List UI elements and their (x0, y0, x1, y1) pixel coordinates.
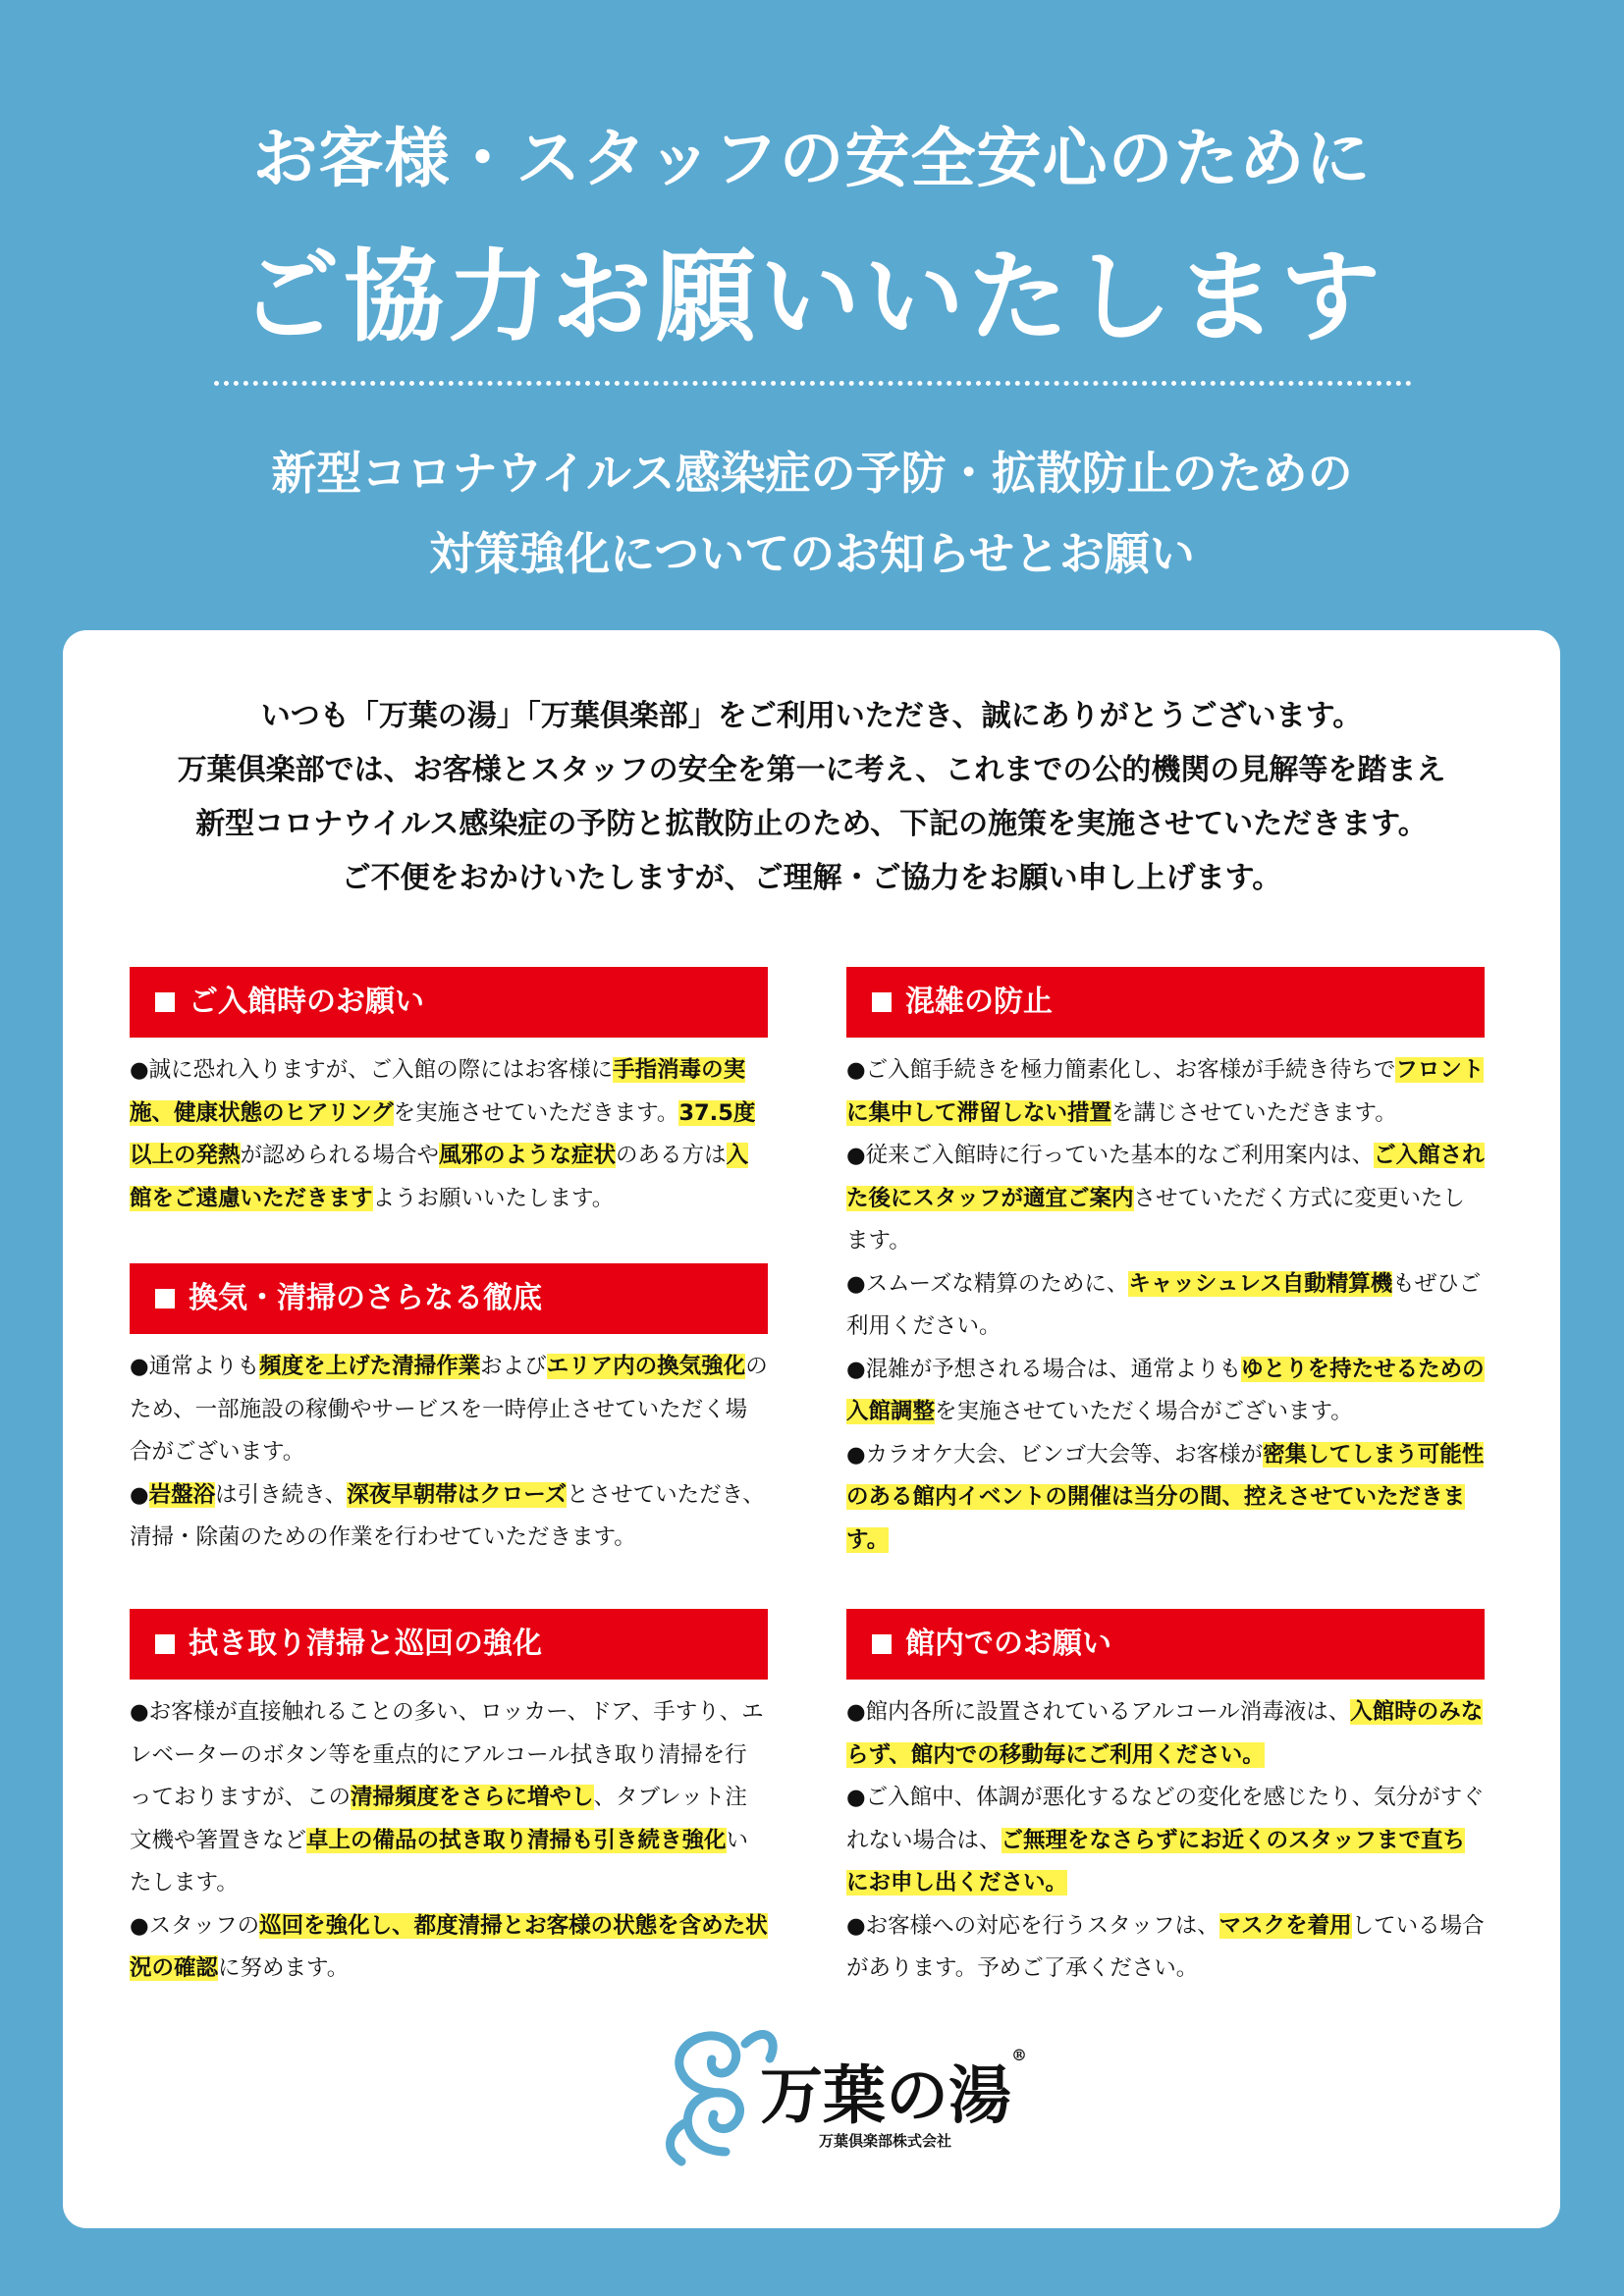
body-text: は引き続き、 (215, 1481, 348, 1508)
body-text: ●スムーズな精算のために、 (846, 1270, 1129, 1297)
section-entry (130, 967, 768, 1263)
section-wiping (130, 1609, 768, 1991)
highlighted-text: ご入館された後にスタッフが適宜ご案内 (846, 1143, 1485, 1211)
section-ventilation (130, 1263, 768, 1609)
highlighted-text: 風邪のような症状 (439, 1143, 617, 1168)
highlighted-text: 入館をご遠慮いただきます (130, 1143, 749, 1211)
logo-name-text: 万葉の湯 (760, 2059, 1011, 2133)
body-text: ●ご入館手続きを極力簡素化し、お客様が手続き待ちで (846, 1057, 1396, 1083)
left-column (130, 967, 768, 1991)
highlighted-text: ご無理をなさらずにお近くのスタッフまで直ちにお申し出ください。 (846, 1827, 1466, 1896)
notice-card (63, 630, 1560, 2228)
bullet-paragraph (846, 1135, 1485, 1263)
section-body (846, 1038, 1485, 1562)
header-line1: お客様・スタッフの安全安心のために (252, 121, 1372, 196)
section-header (846, 1609, 1485, 1680)
intro-text (63, 689, 1560, 905)
highlighted-text: エリア内の換気強化 (546, 1354, 746, 1379)
body-text: ようお願いいたします。 (372, 1185, 615, 1211)
section-body (130, 1680, 768, 1991)
body-text: を実施させていただきます。 (393, 1099, 679, 1126)
subtitle-line1: 新型コロナウイルス感染症の予防・拡散防止のための (271, 447, 1353, 500)
section-body (130, 1038, 768, 1220)
section-title: 拭き取り清掃と巡回の強化 (189, 1627, 542, 1661)
section-congestion (846, 967, 1485, 1609)
body-text: ●ご入館中、体調が悪化するなどの変化を感じたり、気分がすぐれない場合は、 (846, 1785, 1485, 1853)
body-text: ●お客様が直接触れることの多い、ロッカー、ドア、手すり、エレベーターのボタン等を重点的にアルコール拭き取り清掃を行っておりますが、この (130, 1699, 764, 1810)
logo-company: 万葉倶楽部株式会社 (819, 2132, 952, 2150)
body-text: ●スタッフの (130, 1912, 260, 1939)
highlighted-text: フロントに集中して滞留しない措置 (846, 1057, 1485, 1126)
highlighted-text: 37.5度以上の発熱 (130, 1099, 756, 1168)
body-text: ● (130, 1481, 149, 1508)
body-text: とさせていただき、清掃・除菌のための作業を行わせていただきます。 (130, 1481, 765, 1550)
highlighted-text: キャッシュレス自動精算機 (1128, 1270, 1393, 1297)
body-text: ●カラオケ大会、ビンゴ大会等、お客様が (846, 1441, 1264, 1468)
dotted-divider (214, 381, 1412, 386)
logo-name (760, 2046, 1027, 2136)
bullet-paragraph (846, 1905, 1485, 1991)
square-icon (872, 992, 892, 1012)
body-text: に努めます。 (218, 1955, 350, 1981)
brand-logo (657, 2004, 1027, 2171)
section-title: 換気・清掃のさらなる徹底 (189, 1281, 542, 1315)
body-text: ●通常よりも (130, 1354, 260, 1379)
highlighted-text: 清掃頻度をさらに増やし (351, 1785, 594, 1810)
body-text: のある方は (616, 1143, 727, 1168)
section-header (130, 967, 768, 1038)
body-text: ●従来ご入館時に行っていた基本的なご利用案内は、 (846, 1143, 1375, 1168)
square-icon (155, 1634, 175, 1654)
intro-line: 新型コロナウイルス感染症の予防と拡散防止のため、下記の施策を実施させていただきます。 (195, 807, 1428, 841)
section-inside (846, 1609, 1485, 1991)
highlighted-text: 頻度を上げた清掃作業 (259, 1354, 481, 1379)
intro-line: ご不便をおかけいたしますが、ご理解・ご協力をお願い申し上げます。 (341, 861, 1282, 895)
section-title: 混雑の防止 (905, 985, 1053, 1019)
body-text: いたします。 (130, 1827, 749, 1896)
body-text: を講じさせていただきます。 (1111, 1099, 1397, 1126)
intro-line: いつも「万葉の湯」「万葉倶楽部」をご利用いただき、誠にありがとうございます。 (260, 699, 1363, 733)
section-title: 館内でのお願い (905, 1627, 1111, 1661)
highlighted-text: 卓上の備品の拭き取り清掃も引き続き強化 (306, 1827, 727, 1853)
square-icon (155, 992, 175, 1012)
body-text: のため、一部施設の稼働やサービスを一時停止させていただく場合がございます。 (130, 1354, 768, 1465)
bullet-paragraph (130, 1474, 768, 1560)
highlighted-text: 岩盤浴 (148, 1481, 216, 1508)
highlighted-text: ゆとりを持たせるための入館調整 (846, 1356, 1485, 1424)
body-text: している場合があります。予めご了承ください。 (846, 1912, 1485, 1981)
square-icon (155, 1289, 175, 1308)
bullet-paragraph (846, 1263, 1485, 1349)
body-text: もぜひご利用ください。 (846, 1270, 1482, 1339)
bullet-paragraph (846, 1434, 1485, 1563)
registered-mark: ® (1011, 2046, 1027, 2064)
section-title: ご入館時のお願い (189, 985, 424, 1019)
bullet-paragraph (130, 1691, 768, 1905)
body-text: 、タブレット注文機や箸置きなど (130, 1785, 747, 1853)
right-column (846, 967, 1485, 1991)
intro-line: 万葉倶楽部では、お客様とスタッフの安全を第一に考え、これまでの公的機関の見解等を踏まえ (177, 753, 1446, 787)
section-body (130, 1334, 768, 1560)
section-header (130, 1609, 768, 1680)
highlighted-text: 密集してしまう可能性のある館内イベントの開催は当分の間、控えさせていただきます。 (846, 1441, 1485, 1553)
highlighted-text: マスクを着用 (1218, 1912, 1352, 1939)
body-text: ●誠に恐れ入りますが、ご入館の際にはお客様に (130, 1057, 614, 1083)
body-text: および (480, 1354, 547, 1379)
body-text: ●混雑が予想される場合は、通常よりも (846, 1356, 1242, 1382)
highlighted-text: 入館時のみならず、館内での移動毎にご利用ください。 (846, 1699, 1484, 1768)
highlighted-text: 深夜早朝帯はクローズ (347, 1481, 568, 1508)
bullet-paragraph (846, 1691, 1485, 1777)
highlighted-text: 手指消毒の実施、健康状態のヒアリング (130, 1057, 746, 1126)
section-header (846, 967, 1485, 1038)
bullet-paragraph (846, 1049, 1485, 1135)
section-body (846, 1680, 1485, 1991)
body-text: を実施させていただく場合がございます。 (935, 1399, 1353, 1424)
body-text: ●お客様への対応を行うスタッフは、 (846, 1912, 1219, 1939)
section-header (130, 1263, 768, 1334)
bullet-paragraph (846, 1777, 1485, 1905)
bullet-paragraph (130, 1049, 768, 1220)
subtitle-line2: 対策強化についてのお知らせとお願い (429, 527, 1195, 580)
body-text: させていただく方式に変更いたします。 (846, 1185, 1466, 1254)
bullet-paragraph (130, 1346, 768, 1474)
bullet-paragraph (846, 1349, 1485, 1434)
highlighted-text: 巡回を強化し、都度清掃とお客様の状態を含めた状況の確認 (130, 1912, 768, 1981)
body-text: が認められる場合や (240, 1143, 440, 1168)
square-icon (872, 1634, 892, 1654)
bullet-paragraph (130, 1905, 768, 1991)
body-text: ●館内各所に設置されているアルコール消毒液は、 (846, 1699, 1351, 1725)
header-title: ご協力お願いいたします (240, 240, 1384, 356)
